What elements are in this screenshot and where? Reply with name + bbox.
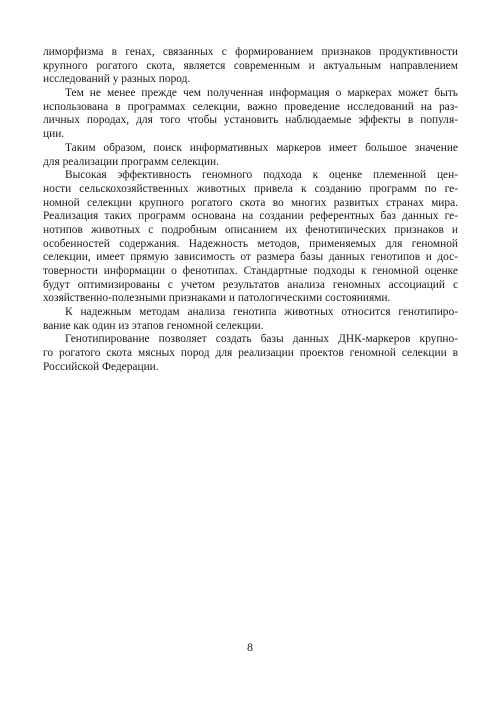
text-line: К надежным методам анализа генотипа животных относится генотипиро-: [65, 306, 458, 319]
text-line: номной селекции крупного рогатого скота во многих развитых странах мира.: [43, 196, 458, 209]
text-line: товерности информации о фенотипах. Стандартные подходы к геномной оценке: [43, 265, 458, 277]
text-line: Реализация таких программ основана на создании референтных баз данных ге-: [43, 210, 458, 223]
text-line: селекции, имеет прямую зависимость от размера базы данных генотипов и дос-: [43, 251, 458, 264]
text-line: будут оптимизированы с учетом результатов анализа геномных ассоциаций с: [43, 278, 458, 291]
text-line: для реализации программ селекции.: [43, 155, 219, 168]
body-text: [43, 46, 458, 375]
text-line: особенностей содержания. Надежность методов, применяемых для геномной: [43, 237, 458, 250]
paragraph-5: [43, 306, 458, 333]
text-line: Тем не менее прежде чем полученная информация о маркерах может быть: [65, 87, 458, 100]
text-line: Российской Федерации.: [43, 360, 159, 373]
text-line: Высокая эффективность геномного подхода к оценке племенной цен-: [65, 169, 458, 182]
paragraph-2: [43, 87, 458, 142]
text-line: нотипов животных с подробным описанием их фенотипических признаков и: [43, 223, 458, 236]
text-line: использована в программах селекции, важно проведение исследований на раз-: [43, 100, 458, 113]
text-line: исследований у разных пород.: [43, 73, 191, 86]
page-number: 8: [247, 640, 253, 654]
paragraph-3: [43, 142, 458, 169]
text-line: вание как один из этапов геномной селекции.: [43, 319, 264, 332]
paragraph-4: [43, 169, 458, 306]
text-line: крупного рогатого скота, является современным и актуальным направлением: [43, 59, 458, 72]
text-line: Генотипирование позволяет создать базы данных ДНК-маркеров крупно-: [65, 333, 458, 346]
text-line: ности сельскохозяйственных животных привела к созданию программ по ге-: [43, 182, 458, 195]
text-line: хозяйственно-полезными признаками и патологическими состояниями.: [43, 292, 391, 305]
text-line: го рогатого скота мясных пород для реализации проектов геномной селекции в: [43, 347, 458, 360]
paragraph-1: [43, 46, 458, 87]
text-line: личных породах, для того чтобы установить наблюдаемые эффекты в популя-: [43, 114, 458, 127]
text-line: Таким образом, поиск информативных маркеров имеет большое значение: [65, 141, 458, 154]
paragraph-6: [43, 333, 458, 374]
text-line: лиморфизма в генах, связанных с формированием признаков продуктивности: [43, 46, 458, 58]
text-line: ции.: [43, 128, 65, 141]
